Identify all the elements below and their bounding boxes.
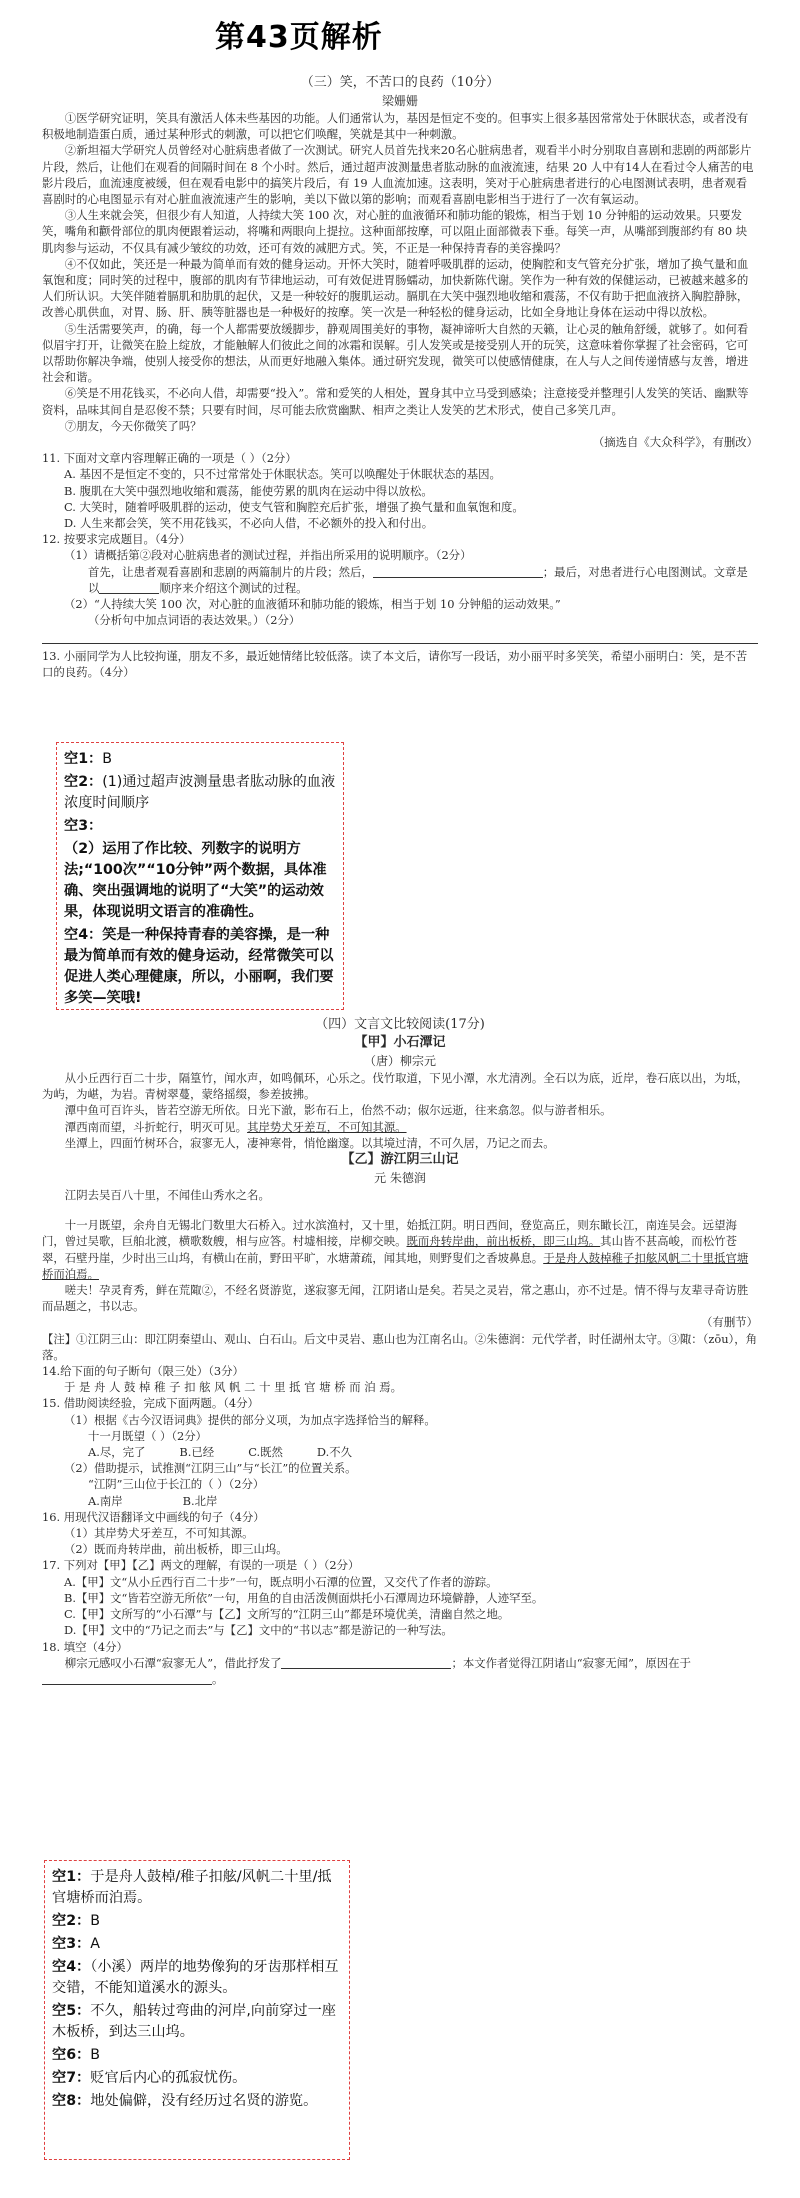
question-11: 11. 下面对文章内容理解正确的一项是（ ）（2分） (42, 451, 297, 466)
q15-part2-stem: “江阴”三山位于长江的（ ）（2分） (88, 1477, 265, 1492)
yi-paragraph: 江阴去吴百八十里，不闻佳山秀水之名。 (64, 1188, 270, 1203)
q11-option: D. 人生来都会笑，笑不用花钱买，不必向人借，不必额外的投入和付出。 (64, 516, 434, 531)
q11-option: B. 腹肌在大笑中强烈地收缩和震荡，能使劳累的肌肉在运动中得以放松。 (64, 483, 433, 498)
answer-row: 空7：贬官后内心的孤寂忧伤。 (52, 2070, 247, 2086)
part3-author: 梁姗姗 (381, 94, 418, 108)
question-15: 15. 借助阅读经验，完成下面两题。（4分） (42, 1396, 259, 1411)
answer-row: 空2：(1)通过超声波测量患者肱动脉的血液浓度时间顺序 (64, 774, 336, 811)
q15-part1-options: A.尽，完了 B.已经 C.既然 D.不久 (88, 1445, 353, 1460)
question-12: 12. 按要求完成题目。（4分） (42, 532, 191, 547)
q12-part1: （1）请概括第②段对心脏病患者的测试过程，并指出所采用的说明顺序。（2分） (64, 548, 472, 563)
yi-note: 【注】①江阴三山：即江阴秦望山、观山、白石山。后文中灵岩、惠山也为江南名山。②朱德润：元代学者，时任湖州太守。③陬：（zōu），角落。 (42, 1331, 758, 1362)
answer-row: 空3： (64, 818, 103, 834)
underlined-sentence: 其岸势犬牙差互，不可知其源。 (247, 1119, 407, 1134)
jia-paragraph: 坐潭上，四面竹树环合，寂寥无人，凄神寒骨，悄怆幽邃。以其境过清，不可久居，乃记之而去。 (64, 1135, 555, 1150)
q12-part1-fill (42, 564, 758, 596)
part3-paragraph: ⑤生活需要笑声，的确，每一个人都需要放缓脚步，静观周围美好的事物，凝神谛听大自然的天籁，让心灵的触角舒缓，就够了。如何看似眉宇打开，让微笑在脸上绽放，才能触解人们彼此之间的冰霜和误解。引人发笑或是接受别人开的玩笑，这意味着你掌握了社会密码，它可以帮助你解决争端，使别人接受你的想法，从而更好地融入集体。通过研究发现，微笑可以使感情健康，在人与人之间传递情感与友善，增进社会和谐。 (42, 321, 749, 385)
part3-paragraph: ⑦朋友，今天你微笑了吗？ (64, 418, 202, 433)
part3-heading: （三）笑，不苦口的良药（10分） (300, 75, 500, 90)
q12-fill-text: ；最后，对患者进行心电图测试。文章是以 (88, 564, 748, 595)
q15-part2: （2）借助提示，试推测“江阴三山”与“长江”的位置关系。 (64, 1461, 357, 1476)
part3-paragraph: ④不仅如此，笑还是一种最为简单而有效的健身运动。开怀大笑时，随着呼吸肌群的运动，使胸腔和支气管充分扩张，增加了换气量和血氧饱和度；同时笑的过程中，腹部的肌肉有节律地运动，可有效促进胃肠蠕动，加快新陈代谢。笑作为一种有效的保健运动，已被越来越多的人们所认识。大笑伴随着膈肌和肋肌的起伏，又是一种较好的腹肌运动。膈肌在大笑中强烈地收缩和震荡，不仅有助于把血液挤入胸腔静脉，改善心肌供血，对胃、肠、肝、胰等脏器也是一种极好的按摩。笑一次是一种轻松的健身运动，比如全身地让身体在运动中得以放松。 (42, 256, 749, 320)
underlined-sentence: 既而舟转岸曲，前出板桥，即三山坞。 (406, 1234, 601, 1249)
yi-paragraph: 十一月既望，余舟自无锡北门数里大石桥入。过水滨渔村，又十里，始抵江阴。明日西间，登览高丘，则东瞰长江，南连吴会。远望海门，曾过吴歌，巨舶北渡，横歌数艘，相与应答。村墟相接，岸柳交映。既而舟转岸曲，前出板桥，即三山坞。其山皆不甚高峻，而松竹苍翠，石壁丹崖，少时出三山坞，有横山在前，野田平旷，水塘萧疏，闻其地，则野叟们之香坡鼻息。于是舟人鼓棹稚子扣舷风帆二十里抵官塘桥而泊焉。 (42, 1218, 749, 1281)
q17-option: A.【甲】文“从小丘西行百二十步”一句，既点明小石潭的位置，又交代了作者的游踪。 (64, 1574, 498, 1589)
answer-blank (99, 581, 159, 594)
jia-paragraph: 从小丘西行百二十步，隔篁竹，闻水声，如鸣佩环，心乐之。伐竹取道，下见小潭，水尤清冽。全石以为底，近岸，卷石底以出，为坻，为屿，为嵁，为岩。青树翠蔓，蒙络摇缀，参差披拂。 (42, 1071, 749, 1102)
answer-box-1 (56, 742, 344, 1010)
answer-row: 空1：B (64, 751, 112, 767)
q12-part2: （2）“人持续大笑 100 次，对心脏的血液循环和肺功能的锻炼，相当于划 10 分钟船的运动效果。” (64, 597, 561, 612)
q16-part1: （1）其岸势犬牙差互，不可知其源。 (64, 1526, 254, 1541)
answer-blank (373, 565, 543, 578)
answer-box-2 (44, 1860, 350, 2160)
jia-paragraph: 潭西南而望，斗折蛇行，明灭可见。其岸势犬牙差互，不可知其源。 (64, 1119, 407, 1134)
part3-passage (42, 74, 758, 680)
q15-part2-options: A.南岸 B.北岸 (88, 1493, 218, 1508)
underlined-sentence: 于是舟人鼓棹稚子扣舷风帆二十里抵官塘桥而泊焉。 (42, 1250, 749, 1281)
part3-paragraph: ②新坦福大学研究人员曾经对心脏病患者做了一次测试。研究人员首先找来20名心脏病患者，观看半小时分别取自喜剧和悲剧的两部影片片段，然后，让他们在观看的间隔时间在 8 个小时。然后，通过超声波测量患者肱动脉的血液流速，结果 20 人中有14人在看过令人痛苦的电影片段后，血流速度被缓，但在观看电影中的搞笑片段后，有 19 人血流加速。这表明，笑对于心脏病患者进行的心电图测试表明，患者观看喜剧时的心电图显示有对心脏血液流速产生的影响，美以下做以第的影响；而观看喜剧电影相当于进行了一次有氧运动。 (42, 143, 754, 207)
q11-option: A. 基因不是恒定不变的，只不过常常处于休眠状态。笑可以唤醒处于休眠状态的基因。 (64, 467, 501, 482)
answer-row: 空5：不久，船转过弯曲的河岸,向前穿过一座木板桥，到达三山坞。 (52, 2003, 336, 2040)
part3-source: （摘选自《大众科学》，有删改） (592, 435, 758, 450)
page-title: 第43页解析 (215, 20, 383, 55)
answer-row: 空4：（小溪）两岸的地势像狗的牙齿那样相互交错，不能知道溪水的源头。 (52, 1959, 339, 1996)
answer-line (42, 629, 758, 648)
q15-part1: （1）根据《古今汉语词典》提供的部分义项，为加点字选择恰当的解释。 (64, 1412, 436, 1427)
answer-row: 空3：A (52, 1936, 100, 1952)
q15-part1-stem: 十一月既望（ ）（2分） (88, 1428, 208, 1443)
q16-part2: （2）既而舟转岸曲，前出板桥，即三山坞。 (64, 1542, 288, 1557)
q12-fill-text: 顺序来介绍这个测试的过程。 (159, 580, 308, 595)
answer-row: 空2：B (52, 1913, 100, 1929)
jia-paragraph: 潭中鱼可百许头，皆若空游无所依。日光下澈，影布石上，佁然不动；俶尔远逝，往来翕忽。似与游者相乐。 (64, 1103, 612, 1118)
question-14: 14.给下面的句子断句（限三处）（3分） (42, 1364, 244, 1379)
q11-option: C. 大笑时，随着呼吸肌群的运动，使支气管和胸腔充后扩张，增强了换气量和血氧饱和度。 (64, 499, 524, 514)
q17-option: B.【甲】文“皆若空游无所依”一句，用鱼的自由活泼侧面烘托小石潭周边环境僻静，人迹罕至。 (64, 1590, 544, 1605)
answer-blank (42, 1672, 212, 1685)
answer-row: 空8：地处偏僻，没有经历过名贤的游览。 (52, 2093, 318, 2109)
question-18: 18. 填空（4分） (42, 1639, 128, 1654)
part4-heading: （四）文言文比较阅读(17分) (315, 1017, 485, 1032)
q17-option: D.【甲】文中的“乃记之而去”与【乙】文中的“书以志”都是游记的一种写法。 (64, 1623, 453, 1638)
answer-row: 空6：B (52, 2047, 100, 2063)
part3-paragraph: ⑥笑是不用花钱买，不必向人借，却需要“投入”。常和爱笑的人相处，置身其中立马受到感染；注意接受并整理引人发笑的笑话、幽默等资料，品味其间自是忍俊不禁；只要有时间，尽可能去欣赏幽默、相声之类让人发笑的艺术形式，使自己多笑几声。 (42, 386, 749, 417)
q17-option: C.【甲】文所写的“小石潭”与【乙】文所写的“江阴三山”都是环境优美，清幽自然之地。 (64, 1607, 510, 1622)
q12-fill-text: 首先，让患者观看喜剧和悲剧的两篇制片的片段；然后， (88, 564, 373, 579)
yi-title: 【乙】游江阴三山记 (341, 1152, 459, 1168)
yi-note-source: （有删节） (701, 1315, 758, 1330)
answer-blank (281, 1656, 451, 1669)
jia-title: 【甲】小石潭记 (354, 1035, 446, 1050)
part3-paragraph: ③人生来就会笑，但很少有人知道，人持续大笑 100 次，对心脏的血液循环和肺功能的锻炼，相当于划 10 分钟船的运动效果。只要发笑，嘴角和颧骨部位的肌肉便跟着运动，将嘴和两眼向上提拉。这种面部按摩，可以阻止面部微表下垂。每笑一声，从嘴部到腹部约有 80 块肌肉参与运动，不仅具有减少皱纹的功效，还可有效的减肥方式。笑，不正是一种保持青春的美容操吗？ (42, 208, 748, 255)
answer-row: 空1：于是舟人鼓棹/稚子扣舷/风帆二十里/抵官塘桥而泊焉。 (52, 1869, 332, 1906)
part4-passage (42, 1016, 758, 1687)
q18-fill: 柳宗元感叹小石潭“寂寥无人”，借此抒发了 ；本文作者觉得江阴诸山“寂寥无闻”，原因在于。 (42, 1655, 758, 1687)
answer-row: 空4：笑是一种保持青春的美容操，是一种最为简单而有效的健身运动，经常微笑可以促进人类心理健康，所以，小丽啊，我们要多笑—笑哦! (64, 927, 334, 1006)
question-13: 13. 小丽同学为人比较拘谨，朋友不多，最近她情绪比较低落。读了本文后，请你写一段话，劝小丽平时多笑笑，希望小丽明白：笑，是不苦口的良药。（4分） (42, 648, 748, 679)
part3-paragraph: ①医学研究证明，笑具有激活人体未些基因的功能。人们通常认为，基因是恒定不变的。但事实上很多基因常常处于休眠状态，或者没有积极地制造蛋白质，通过某种形式的刺激，可以把它们唤醒，笑就是其中一种刺激。 (42, 111, 749, 142)
yi-author: 元 朱德润 (374, 1171, 426, 1186)
question-17: 17. 下列对【甲】【乙】两文的理解，有误的一项是（ ）（2分） (42, 1558, 360, 1573)
question-16: 16. 用现代汉语翻译文中画线的句子（4分） (42, 1509, 265, 1524)
jia-author: （唐）柳宗元 (363, 1054, 436, 1068)
q14-sentence: 于 是 舟 人 鼓 棹 稚 子 扣 舷 风 帆 二 十 里 抵 官 塘 桥 而 泊 焉。 (64, 1380, 403, 1395)
answer-row: （2）运用了作比较、列数字的说明方法;“100次”“10分钟”两个数据，具体准确、突出强调地的说明了“大笑”的运动效果，体现说明文语言的准确性。 (64, 841, 327, 920)
q12-part2-hint: （分析句中加点词语的表达效果。）（2分） (88, 613, 301, 628)
yi-paragraph: 嗟夫！孕灵育秀，鲜在荒陬②，不经名贤游览，遂寂寥无闻，江阴诸山是矣。若吴之灵岩，常之惠山，亦不过是。情不得与友辈寻奇访胜而品题之，书以志。 (42, 1283, 749, 1314)
